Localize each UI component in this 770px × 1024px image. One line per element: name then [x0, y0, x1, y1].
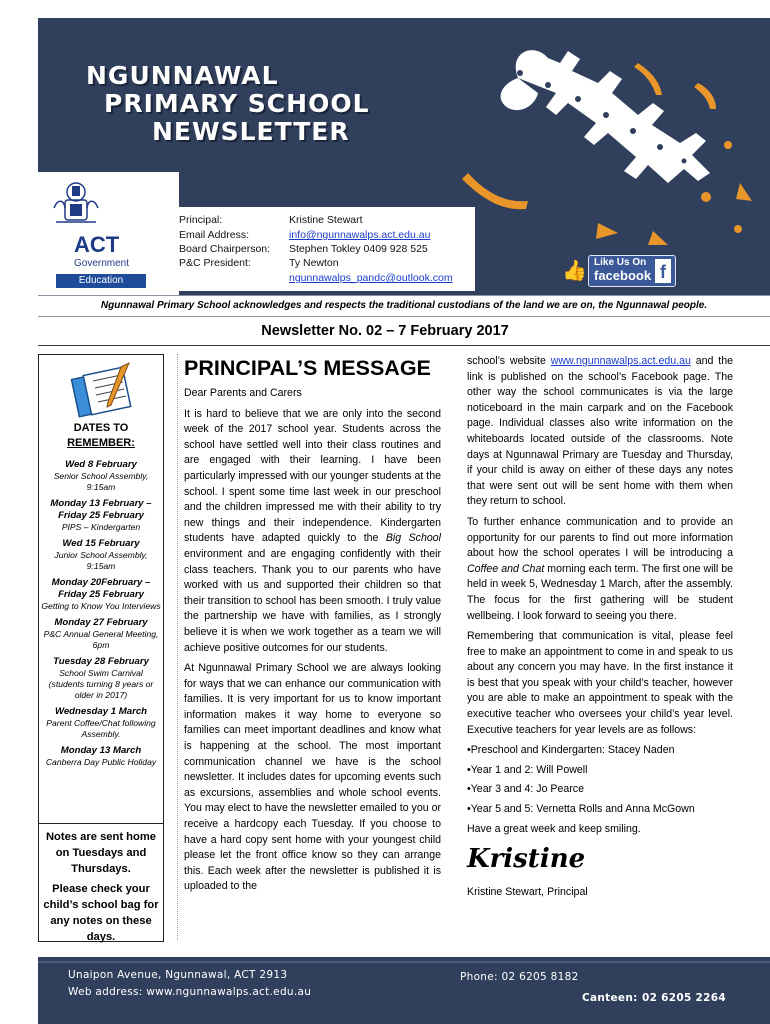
sidebar-divider — [39, 823, 163, 824]
article-paragraph — [467, 354, 733, 510]
heading-divider — [38, 345, 770, 346]
contact-label: Principal: — [179, 214, 223, 226]
facebook-brand-text: facebook — [594, 268, 652, 283]
article-paragraph: At Ngunnawal Primary School we are always looking for ways that we can enhance our communication with families. It is very important for us to know important information makes it way home to everyone so families can meet important deadlines and know what is happening at the school. The most important communication channel we have is the school newsletter. It includes dates for upcoming events such as excursions, assemblies and whole school events. You may elect to have the newsletter emailed to you or receive a hardcopy each Tuesday. If you choose to have a hard copy sent home with your youngest child please let the front office know so they can arrange this. Each week after the newsletter is published it is uploaded to the — [184, 662, 441, 893]
act-crest-icon — [48, 178, 104, 228]
act-government-text: Government — [74, 258, 130, 269]
notes-reminder — [41, 829, 161, 949]
event-description: Canberra Day Public Holiday — [45, 757, 157, 767]
event-date: Wed 8 February — [65, 459, 137, 470]
event-item — [41, 498, 161, 533]
event-item — [41, 538, 161, 572]
text-run: morning each term. The first one will be held in week 5, Wednesday 1 March, after the assembly. The focus for the first gathering will be student wellbeing. I look forward to seeing you there. — [467, 562, 733, 622]
contact-value: Stephen Tokley 0409 928 525 — [289, 243, 428, 255]
footer-web-address: Web address: www.ngunnawalps.act.edu.au — [68, 986, 312, 998]
email-link[interactable]: info@ngunnawalps.act.edu.au — [289, 229, 431, 241]
title-line: NGUNNAWAL — [86, 61, 279, 90]
event-date: Monday 20February – Friday 25 February — [51, 577, 151, 600]
event-description: Senior School Assembly, 9:15am — [53, 471, 149, 492]
facebook-f-icon: f — [655, 259, 671, 283]
dates-title — [39, 421, 163, 451]
acknowledgement-banner: Ngunnawal Primary School acknowledges and respects the traditional custodians of the land we are on, the Ngunnawal people. — [38, 295, 770, 317]
contact-label: P&C President: — [179, 257, 251, 269]
thumbs-up-icon: 👍 — [562, 260, 587, 282]
footer-phone: Phone: 02 6205 8182 — [460, 971, 579, 983]
event-description: Junior School Assembly, 9:15am — [54, 550, 148, 571]
pc-email-link[interactable]: ngunnawalps_pandc@outlook.com — [289, 272, 453, 284]
article-column-left — [184, 354, 441, 900]
event-date: Monday 13 February – Friday 25 February — [50, 498, 152, 521]
article-column-right — [467, 354, 733, 906]
text-run-italic: Big School — [385, 532, 441, 545]
title-line: PRIMARY SCHOOL — [104, 89, 370, 118]
event-description: PIPS – Kindergarten — [61, 522, 141, 532]
dates-title-line: REMEMBER: — [67, 437, 135, 449]
column-separator — [177, 354, 178, 940]
contact-label: Email Address: — [179, 229, 250, 241]
event-description: Parent Coffee/Chat following Assembly. — [46, 718, 156, 739]
event-item — [41, 656, 161, 701]
website-link[interactable]: www.ngunnawalps.act.edu.au — [550, 355, 691, 367]
closing-line: Have a great week and keep smiling. — [467, 822, 641, 835]
footer-canteen-label: Canteen: — [582, 992, 638, 1004]
footer-stripe — [38, 961, 770, 963]
event-item — [41, 459, 161, 493]
event-item — [41, 617, 161, 651]
footer-address: Unaipon Avenue, Ngunnawal, ACT 2913 — [68, 969, 288, 981]
event-description: School Swim Carnival (students turning 8 years or older in 2017) — [48, 668, 154, 700]
principal-signature: Kristine — [467, 844, 586, 875]
text-run: and the link is published on the school’s Facebook page. The other way the school communicates is via the large noticeboard in the main carpark and on the Facebook page. Individual classes also write information on the whiteboards located outside of the classrooms. Note days at Ngunnawal Primary are Tuesday and Thursday, if your child is away on either of these days any notes that were sent out will be sent home with them when they return to school. — [467, 355, 733, 508]
event-date: Monday 13 March — [60, 745, 142, 756]
article-paragraph — [467, 515, 733, 624]
article-paragraph: Remembering that communication is vital, please feel free to make an appointment to come in and speak to us about any concern you may have. In the first instance it is best that you speak with your child’s teacher, however you are able to make an appointment to speak with the executive teacher who oversees your child’s year level. Executive teachers for year levels are as follows: — [467, 630, 733, 736]
title-line: NEWSLETTER — [152, 117, 350, 146]
event-date: Wednesday 1 March — [54, 706, 148, 717]
event-date: Wed 15 February — [62, 538, 140, 549]
teacher-list-item: • Year 1 and 2: Will Powell — [467, 763, 733, 779]
event-date: Monday 27 February — [54, 617, 148, 628]
facebook-like-text: Like Us On — [594, 257, 647, 268]
text-run: To further enhance communication and to provide an opportunity for our parents to find out more information about how the school operates I will be introducing a — [467, 515, 733, 560]
contact-label: Board Chairperson: — [179, 243, 271, 255]
notes-text: Notes are sent home on Tuesdays and Thursdays. — [45, 831, 157, 875]
article-salutation: Dear Parents and Carers — [184, 387, 302, 399]
facebook-button[interactable] — [588, 255, 676, 287]
article-title: PRINCIPAL’S MESSAGE — [184, 356, 431, 380]
dates-sidebar — [38, 354, 164, 942]
text-run-italic: Coffee and Chat — [467, 562, 545, 575]
event-item — [41, 577, 161, 612]
teacher-list-item: • Preschool and Kindergarten: Stacey Naden — [467, 743, 733, 759]
event-date: Tuesday 28 February — [53, 656, 149, 667]
newsletter-footer — [38, 957, 770, 1024]
contact-value: Kristine Stewart — [289, 214, 363, 226]
act-logo-text: ACT — [74, 232, 120, 257]
text-run: environment and are engaging confidently with their class teachers. Thank you to our parents who have worked with us and supported their children so that their transition to school has been smooth. I truly value the partnership we have with families, as I strongly believe it is when we work together as a team we will achieve positive outcomes for our students. — [184, 547, 441, 654]
text-run: school’s website — [467, 355, 551, 367]
newsletter-title — [86, 62, 370, 146]
contact-value: Ty Newton — [289, 257, 339, 269]
teacher-list-item: • Year 3 and 4: Jo Pearce — [467, 782, 733, 798]
act-education-label: Education — [56, 274, 146, 288]
footer-canteen-phone: 02 6205 2264 — [642, 992, 726, 1004]
event-description: P&C Annual General Meeting, 6pm — [43, 629, 159, 650]
newsletter-number-heading: Newsletter No. 02 – 7 February 2017 — [261, 323, 509, 339]
teacher-list — [467, 743, 733, 817]
article-paragraph — [184, 407, 441, 657]
dates-title-line: DATES TO — [73, 422, 129, 434]
lizard-artwork-icon — [448, 23, 770, 263]
event-description: Getting to Know You Interviews — [41, 601, 161, 611]
facebook-like-badge[interactable] — [562, 255, 680, 287]
event-list — [41, 459, 161, 773]
text-run: It is hard to believe that we are only into the second week of the 2017 school year. Students across the school have settled well into their class routines and are engaged with their learning. I have been particularly impressed with our younger students at the school. I spent some time last week in our preschool and the children impressed me with their ability to try new things and their independence. Kindergarten students have adapted quickly to the — [184, 407, 441, 545]
signoff: Kristine Stewart, Principal — [467, 886, 588, 899]
notebook-icon — [67, 361, 135, 419]
event-item — [41, 745, 161, 768]
teacher-list-item: • Year 5 and 5: Vernetta Rolls and Anna McGown — [467, 802, 733, 818]
notes-text: Please check your child’s school bag for any notes on these days. — [43, 883, 159, 943]
event-item — [41, 706, 161, 740]
